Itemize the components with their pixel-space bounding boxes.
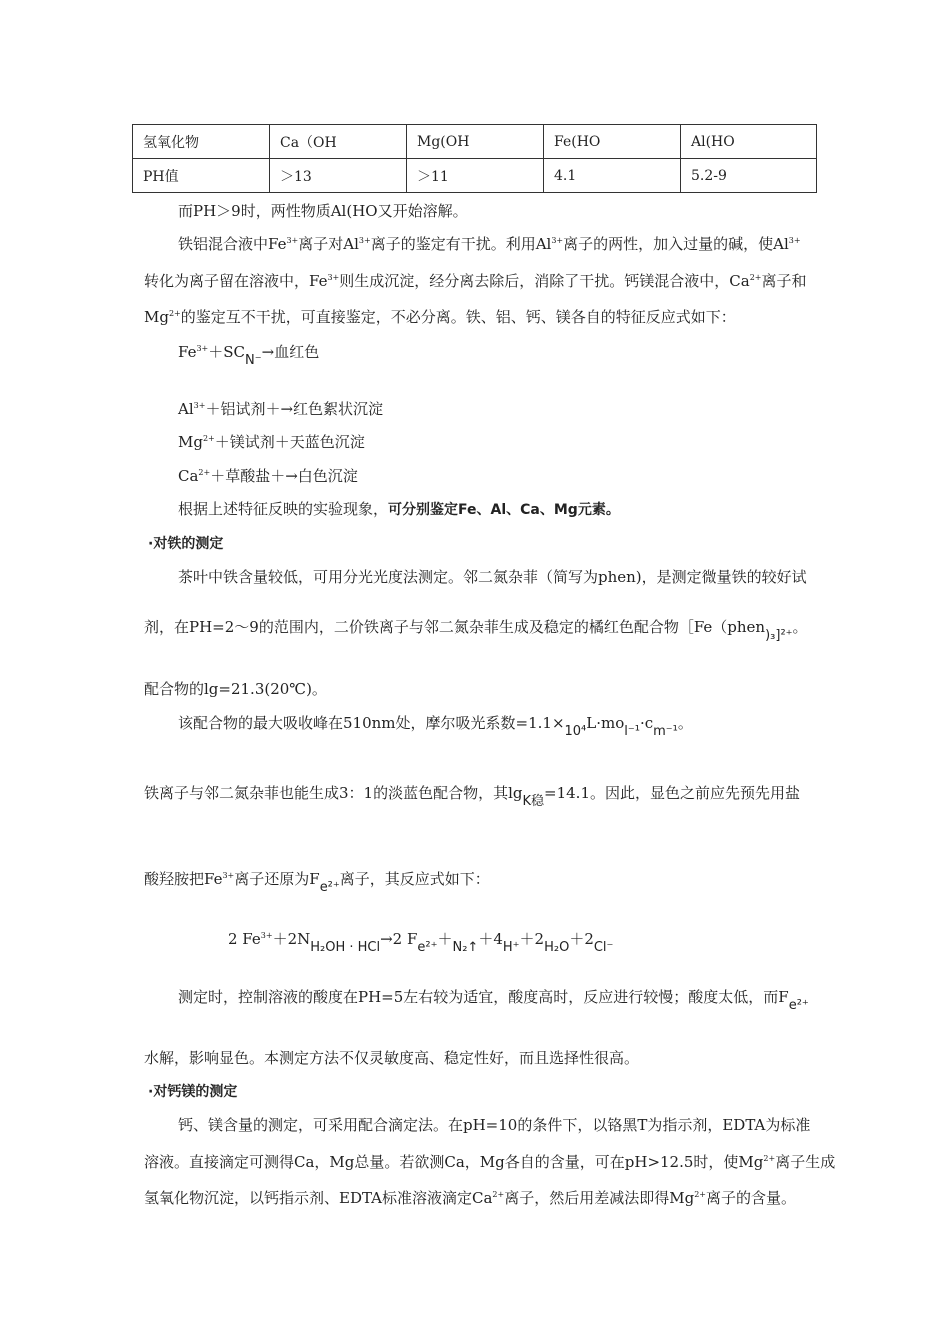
- formula-subscript: e²⁺: [417, 940, 438, 955]
- text: 离子和: [761, 272, 807, 290]
- text: ＋SC: [208, 343, 246, 361]
- text: 的鉴定互不干扰，可直接鉴定，不必分离。铁、铝、钙、镁各自的特征反应式如下：: [180, 308, 736, 326]
- text: 而PH＞9时，两性物质Al(HO又开始溶解。: [178, 202, 468, 220]
- table-cell: 5.2-9: [681, 159, 817, 193]
- formula-subscript: 10⁴: [564, 724, 587, 739]
- table-cell: Al(HO: [681, 125, 817, 159]
- text: 离子的两性，加入过量的碱，使Al: [563, 235, 789, 253]
- formula-subscript: )₃]²⁺: [765, 628, 793, 643]
- text: 茶叶中铁含量较低，可用分光光度法测定。邻二氮杂菲（简写为phen)，是测定微量铁的较好试: [178, 568, 807, 586]
- table-cell: PH值: [133, 159, 270, 193]
- text: Ca: [178, 467, 199, 485]
- text: 。: [677, 714, 693, 732]
- text: 根据上述特征反映的实验现象，: [178, 500, 389, 518]
- superscript: 3+: [222, 871, 235, 880]
- paragraph: [178, 498, 620, 519]
- text: →血红色: [261, 343, 320, 361]
- formula-subscript: K稳: [522, 794, 545, 809]
- ph-table: [132, 124, 817, 193]
- paragraph: [178, 233, 801, 254]
- text: 离子还原为F: [234, 870, 320, 888]
- formula-subscript: H⁺: [502, 940, 520, 955]
- text: ＋铝试剂＋→红色絮状沉淀: [205, 400, 384, 418]
- text: ·c: [639, 714, 654, 732]
- superscript: 2+: [763, 1154, 776, 1163]
- superscript: 3+: [358, 236, 371, 245]
- table-cell: ＞11: [407, 159, 544, 193]
- text: 该配合物的最大吸收峰在510nm处，摩尔吸光系数=1.1×: [178, 714, 565, 732]
- text: 。: [792, 618, 808, 636]
- table-cell: Ca（OH: [270, 125, 407, 159]
- superscript: 2+: [749, 273, 762, 282]
- paragraph: [144, 616, 808, 643]
- text: ＋2: [519, 930, 545, 948]
- text: ＋镁试剂＋天蓝色沉淀: [214, 433, 365, 451]
- formula-subscript: e²⁺: [788, 998, 809, 1013]
- text: ＋: [437, 930, 453, 948]
- paragraph: [144, 1187, 796, 1208]
- paragraph: [144, 782, 800, 809]
- text: 则生成沉淀，经分离去除后，消除了干扰。钙镁混合液中，Ca: [339, 272, 750, 290]
- superscript: 2+: [202, 434, 215, 443]
- text: 水解，影响显色。本测定方法不仅灵敏度高、稳定性好，而且选择性很高。: [144, 1049, 640, 1067]
- text: Al: [178, 400, 194, 418]
- text: ＋2: [569, 930, 594, 948]
- text: Fe: [178, 343, 197, 361]
- formula-subscript: m⁻¹: [653, 724, 678, 739]
- text: 离子的含量。: [705, 1189, 796, 1207]
- paragraph: [178, 1114, 810, 1135]
- superscript: 2+: [198, 468, 211, 477]
- formula-subscript: l⁻¹: [624, 724, 640, 739]
- table-cell: Fe(HO: [544, 125, 681, 159]
- superscript: 3+: [193, 401, 206, 410]
- text: 溶液。直接滴定可测得Ca，Mg总量。若欲测Ca，Mg各自的含量，可在pH>12.5时，使Mg: [144, 1153, 764, 1171]
- paragraph: [178, 986, 809, 1013]
- reaction-line: [178, 465, 358, 486]
- superscript: 2+: [694, 1190, 706, 1199]
- text: 转化为离子留在溶液中，Fe: [144, 272, 328, 290]
- formula-subscript: N₂↑: [452, 940, 479, 955]
- formula-subscript: H₂O: [544, 940, 570, 955]
- text: 铁离子与邻二氮杂菲也能生成3：1的淡蓝色配合物，其lg: [144, 784, 523, 802]
- reaction-line: [178, 341, 320, 368]
- text: 氢氧化物沉淀，以钙指示剂、EDTA标准溶液滴定Ca: [144, 1189, 493, 1207]
- text: 离子的鉴定有干扰。利用Al: [370, 235, 552, 253]
- text: 铁铝混合液中Fe: [178, 235, 287, 253]
- text: →2 F: [380, 930, 418, 948]
- text: L·mo: [586, 714, 625, 732]
- table-cell: 氢氧化物: [133, 125, 270, 159]
- paragraph: [144, 1047, 639, 1068]
- text: Mg: [144, 308, 169, 326]
- table-cell: ＞13: [270, 159, 407, 193]
- bold-text: 可分别鉴定Fe、Al、Ca、Mg元素。: [388, 502, 620, 518]
- formula-subscript: H₂OH · HCl: [310, 940, 381, 955]
- text: 离子，然后用差减法即得Mg: [504, 1189, 695, 1207]
- superscript: 2+: [492, 1190, 505, 1199]
- text: =14.1。因此，显色之前应先预先用盐: [544, 784, 800, 802]
- superscript: 2+: [168, 309, 181, 318]
- superscript: 3+: [327, 273, 340, 282]
- reaction-equation: [228, 928, 614, 955]
- text: 离子对Al: [298, 235, 359, 253]
- paragraph: [144, 1151, 835, 1172]
- paragraph: [144, 270, 807, 291]
- section-heading: ·对钙镁的测定: [148, 1084, 238, 1100]
- superscript: 3+: [286, 236, 299, 245]
- superscript: 3+: [260, 931, 273, 940]
- table-row: [133, 159, 817, 193]
- superscript: 3+: [551, 236, 564, 245]
- text: 剂，在PH=2～9的范围内，二价铁离子与邻二氮杂菲生成及稳定的橘红色配合物［Fe（phen: [144, 618, 766, 636]
- text: ＋4: [478, 930, 503, 948]
- formula-subscript: e²⁺: [319, 880, 340, 895]
- text: 钙、镁含量的测定，可采用配合滴定法。在pH=10的条件下，以铬黑T为指示剂，EDTA为标准: [178, 1116, 811, 1134]
- text: 测定时，控制溶液的酸度在PH=5左右较为适宜，酸度高时，反应进行较慢；酸度太低，而F: [178, 988, 789, 1006]
- text: 离子，其反应式如下：: [339, 870, 490, 888]
- table-cell: 4.1: [544, 159, 681, 193]
- paragraph: [144, 868, 490, 895]
- section-heading: ·对铁的测定: [148, 536, 224, 552]
- superscript: 3+: [788, 236, 801, 245]
- paragraph: [178, 566, 807, 587]
- paragraph: [178, 712, 693, 739]
- paragraph: [144, 678, 327, 699]
- text: ＋2N: [272, 930, 311, 948]
- reaction-line: [178, 431, 365, 452]
- table-cell: Mg(OH: [407, 125, 544, 159]
- formula-subscript: N⁻: [245, 353, 262, 368]
- text: Mg: [178, 433, 203, 451]
- text: 2 Fe: [228, 930, 261, 948]
- text: 离子生成: [775, 1153, 836, 1171]
- paragraph: [178, 200, 468, 221]
- reaction-line: [178, 398, 383, 419]
- paragraph: [144, 306, 736, 327]
- superscript: 3+: [196, 344, 209, 353]
- formula-subscript: Cl⁻: [593, 940, 614, 955]
- text: 酸羟胺把Fe: [144, 870, 223, 888]
- table-header-row: [133, 125, 817, 159]
- text: 配合物的lg=21.3(20℃)。: [144, 680, 327, 698]
- text: ＋草酸盐＋→白色沉淀: [210, 467, 358, 485]
